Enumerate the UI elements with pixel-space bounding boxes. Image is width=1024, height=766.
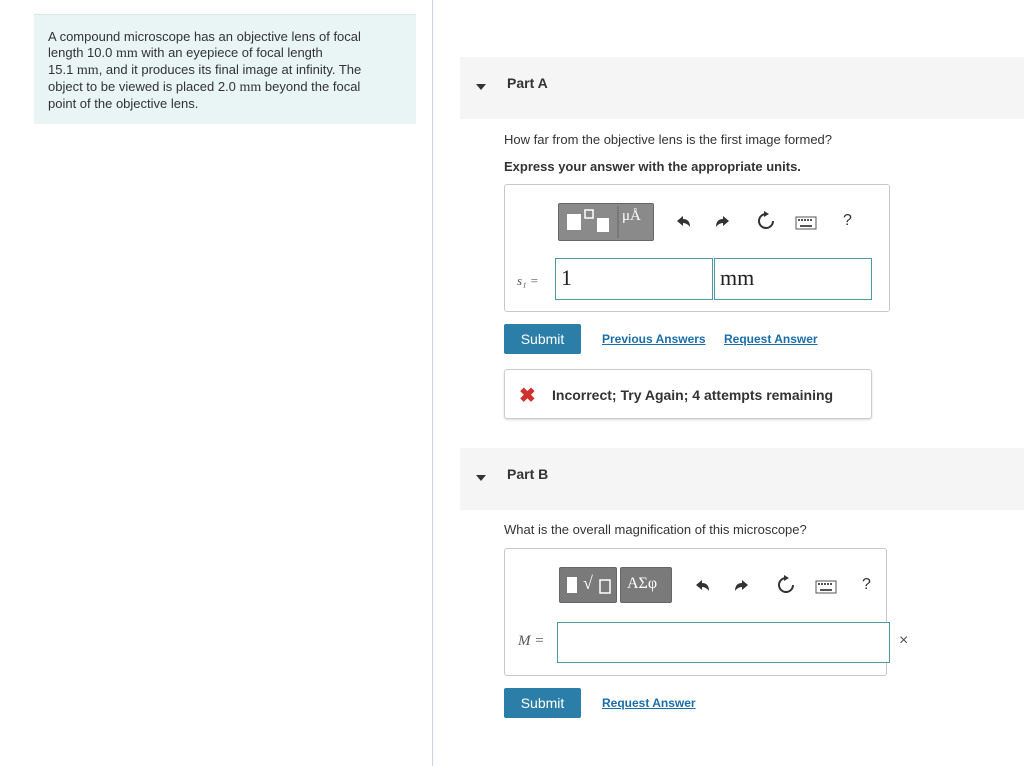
problem-statement [34, 14, 416, 124]
help-icon[interactable]: ? [862, 576, 871, 593]
part-b-header[interactable] [460, 448, 1024, 510]
reset-icon[interactable] [776, 575, 796, 595]
undo-icon[interactable] [673, 213, 693, 231]
units-symbol-button[interactable]: μÅ [622, 208, 641, 224]
problem-line: 15.1 mm, and it produces its final image at infinity. The [48, 62, 362, 78]
unit-mm: mm [115, 46, 138, 61]
sqrt-button[interactable]: √ [583, 573, 593, 593]
redo-icon[interactable] [732, 577, 752, 595]
problem-line: object to be viewed is placed 2.0 mm beyond the focal [48, 79, 361, 95]
problem-line: A compound microscope has an objective lens of focal [48, 29, 361, 44]
problem-line: point of the objective lens. [48, 96, 199, 111]
problem-line: length 10.0 mm with an eyepiece of focal length [48, 45, 323, 61]
undo-icon[interactable] [692, 577, 712, 595]
collapse-triangle-icon[interactable] [476, 475, 486, 481]
magnification-input[interactable] [557, 622, 890, 663]
redo-icon[interactable] [713, 213, 733, 231]
part-b-answer-box [504, 548, 887, 676]
unit-mm: mm [239, 80, 262, 95]
previous-answers-link[interactable]: Previous Answers [602, 332, 706, 346]
part-a-submit-button[interactable]: Submit [504, 324, 581, 354]
answer-units-input[interactable]: mm [714, 258, 872, 300]
part-a-instruction: Express your answer with the appropriate units. [504, 159, 801, 174]
variable-label-m: M = [518, 633, 545, 649]
clear-icon[interactable]: × [899, 632, 909, 649]
part-a-question: How far from the objective lens is the first image formed? [504, 132, 833, 147]
unit-mm: mm [76, 63, 99, 78]
template-button[interactable] [559, 567, 617, 603]
part-b-title: Part B [507, 466, 549, 482]
keyboard-icon[interactable] [795, 216, 817, 230]
part-a-title: Part A [507, 75, 548, 91]
variable-label-s1: s₁ = [517, 273, 539, 288]
feedback-message [504, 369, 872, 419]
part-b-request-answer-link[interactable]: Request Answer [602, 696, 696, 710]
reset-icon[interactable] [756, 211, 776, 231]
collapse-triangle-icon[interactable] [476, 84, 486, 90]
template-button[interactable] [558, 203, 654, 241]
help-icon[interactable]: ? [843, 212, 852, 229]
greek-symbols-button[interactable]: ΑΣφ [620, 567, 672, 603]
part-a-request-answer-link[interactable]: Request Answer [724, 332, 818, 346]
incorrect-icon: ✖ [519, 385, 536, 407]
problem-column [0, 0, 433, 766]
part-a-header[interactable] [460, 57, 1024, 119]
keyboard-icon[interactable] [815, 580, 837, 594]
part-b-submit-button[interactable]: Submit [504, 688, 581, 718]
feedback-text: Incorrect; Try Again; 4 attempts remaining [552, 387, 834, 403]
answer-value-input[interactable]: 1 [555, 258, 713, 300]
part-b-question: What is the overall magnification of this microscope? [504, 522, 807, 537]
part-a-answer-box [504, 184, 890, 312]
